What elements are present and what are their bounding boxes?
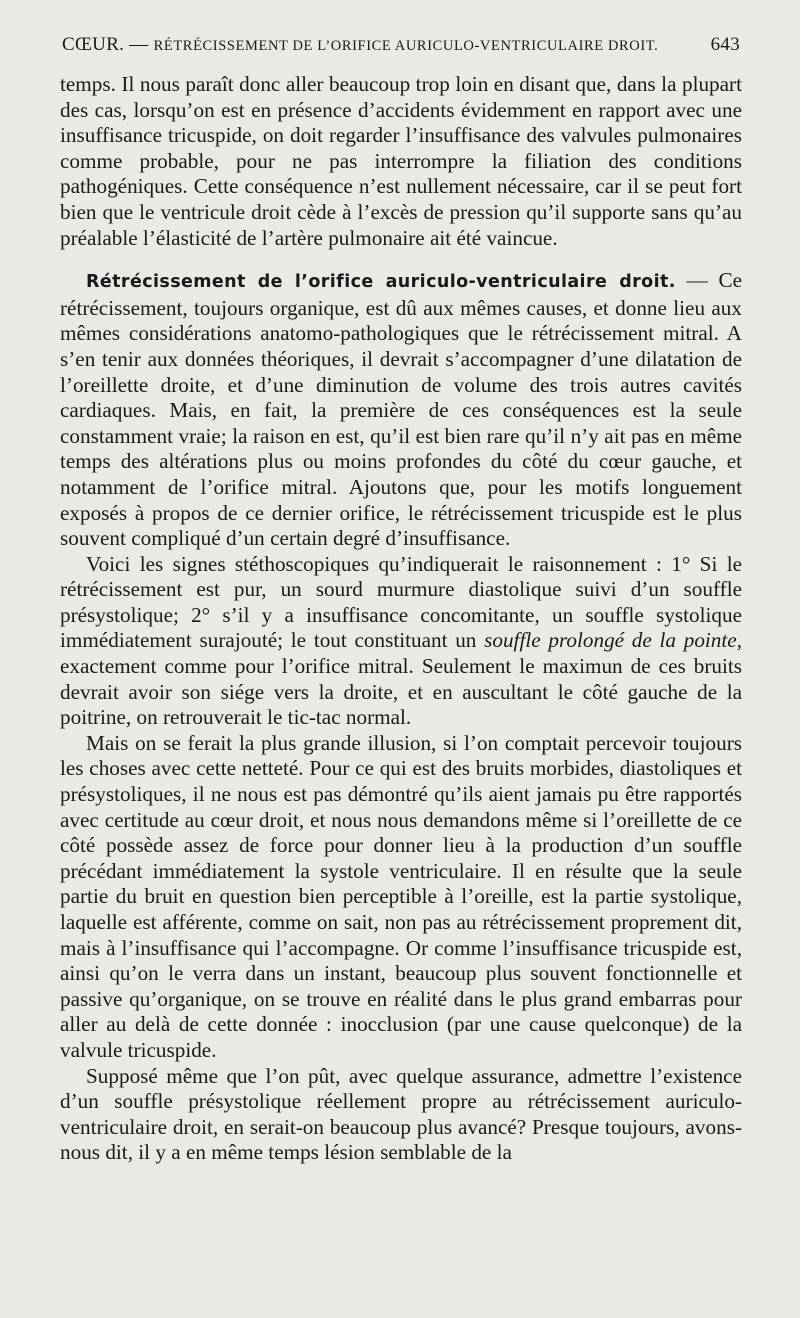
italic-term: souffle prolongé de la pointe bbox=[484, 628, 737, 653]
header-section: CŒUR. bbox=[62, 34, 125, 55]
paragraph-5: Supposé même que l’on pût, avec quelque assurance, admettre l’existence d’un souffle présystolique réellement propre au rétrécissement auriculo-ventriculaire droit, en serait-on beaucoup plus avancé? Presque toujours, avons-nous dit, il y a en même temps lésion semblable de la bbox=[60, 1063, 742, 1165]
paragraph-3-part-a: Voici les signes stéthoscopiques qu’indiquerait le raisonnement : 1° Si le rétrécissement est pur, un sourd murmure diastolique suivi d’un souffle présystolique; 2° s’il y a insuffisance concomitante, un souffle systolique immédiatement surajouté; le tout constituant un bbox=[60, 551, 742, 653]
header-title bbox=[62, 34, 658, 56]
section-heading: Rétrécissement de l’orifice auriculo-ventriculaire droit. bbox=[86, 272, 676, 293]
body-text bbox=[60, 72, 742, 1166]
header-dash: — bbox=[124, 34, 154, 55]
header-chapter-title: RÉTRÉCISSEMENT DE L’ORIFICE AURICULO-VENTRICULAIRE DROIT. bbox=[153, 38, 659, 54]
paragraph-2 bbox=[60, 268, 742, 552]
paragraph-4: Mais on se ferait la plus grande illusion, si l’on comptait percevoir toujours les choses avec cette netteté. Pour ce qui est des bruits morbides, diastoliques et présystoliques, il ne nous est pas démontré qu’ils aient jamais pu être rapportés avec certitude au cœur droit, et nous nous demandons même si l’oreillette de ce côté possède assez de force pour donner lieu à la production d’un souffle précédant immédiatement la systole ventriculaire. Il en résulte que la seule partie du bruit en question bien perceptible à l’oreille, est la partie systolique, laquelle est afférente, comme on sait, non pas au rétrécissement proprement dit, mais à l’insuffisance qui l’accompagne. Or comme l’insuffisance tricuspide est, ainsi qu’on le verra dans un instant, beaucoup plus souvent fonctionnelle et passive qu’organique, on se trouve en réalité dans le plus grand embarras pour aller au delà de cette donnée : inocclusion (par une cause quelconque) de la valvule tricuspide. bbox=[60, 730, 742, 1062]
paragraph-2-body: — Ce rétrécissement, toujours organique, est dû aux mêmes causes, et donne lieu aux mêmes considérations anatomo-pathologiques que le rétrécissement mitral. A s’en tenir aux données théoriques, il devrait s’accompagner d’une dilatation de l’oreillette droite, et d’une diminution de volume des trois autres cavités cardiaques. Mais, en fait, la première de ces conséquences est la seule constamment vraie; la raison en est, qu’il est bien rare qu’il n’y ait pas en même temps des altérations plus ou moins profondes du côté du cœur gauche, et notamment de l’orifice mitral. Ajoutons que, pour les motifs longuement exposés à propos de ce dernier orifice, le rétrécissement tricuspide est le plus souvent compliqué d’un certain degré d’insuffisance. bbox=[60, 268, 742, 551]
page-number: 643 bbox=[710, 34, 740, 55]
paragraph-3 bbox=[60, 552, 742, 731]
running-header bbox=[62, 34, 740, 56]
paragraph-3-part-b: , exactement comme pour l’orifice mitral. Seulement le maximun de ces bruits devrait avoir son siége vers la droite, et en auscultant le côté gauche de la poitrine, on retrouverait le tic-tac normal. bbox=[60, 628, 742, 730]
paragraph-1: temps. Il nous paraît donc aller beaucoup trop loin en disant que, dans la plupart des cas, lorsqu’on est en présence d’accidents évidemment en rapport avec une insuffisance tricuspide, on doit regarder l’insuffisance des valvules pulmonaires comme probable, pour ne pas interrompre la filiation des conditions pathogéniques. Cette conséquence n’est nullement nécessaire, car il se peut fort bien que le ventricule droit cède à l’excès de pression qu’il supporte sans qu’au préalable l’élasticité de l’artère pulmonaire ait été vaincue. bbox=[60, 72, 742, 250]
